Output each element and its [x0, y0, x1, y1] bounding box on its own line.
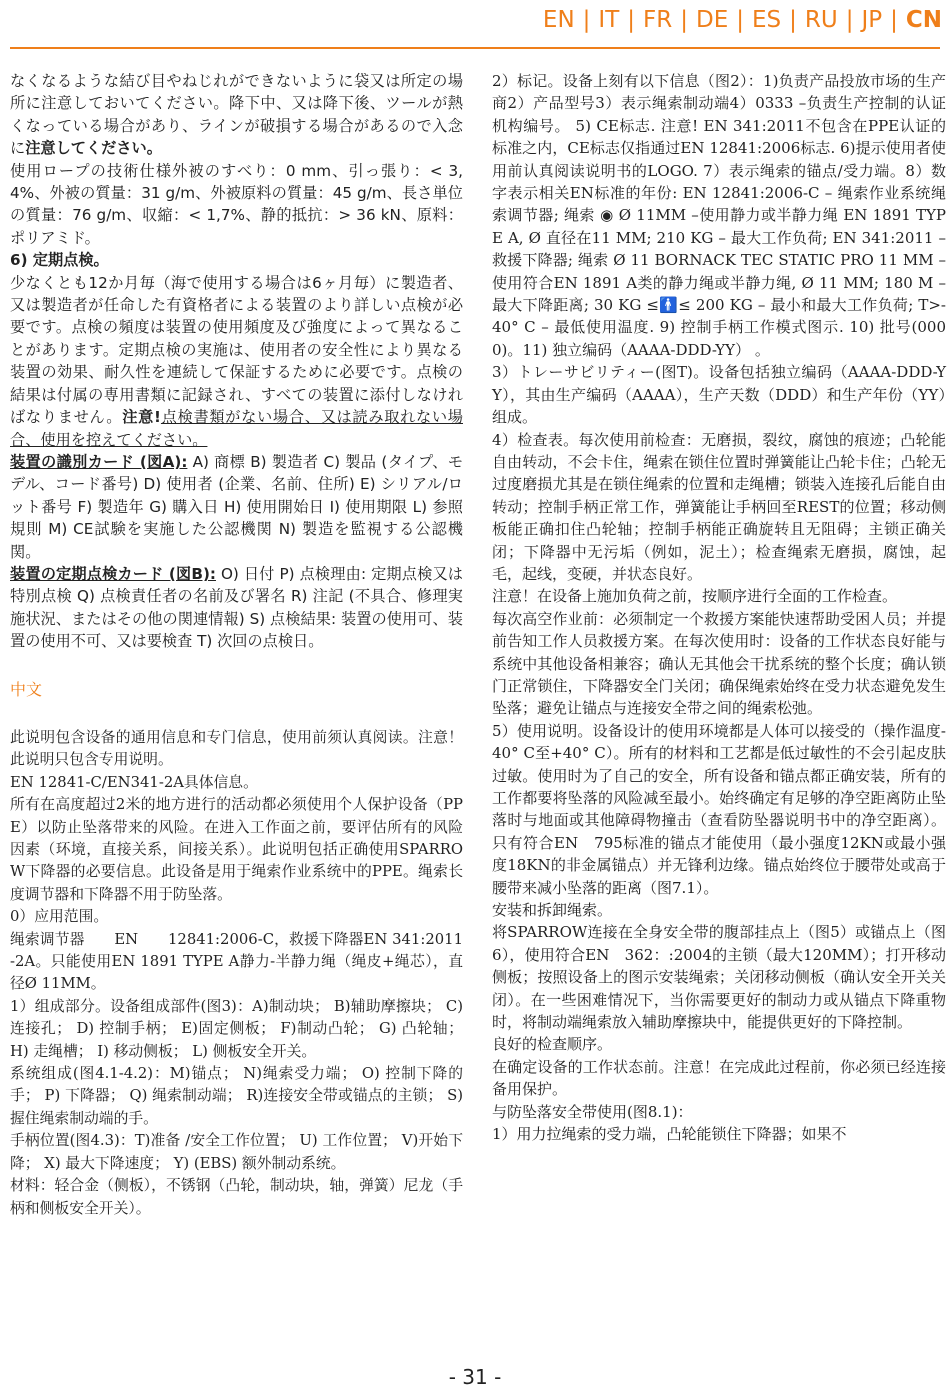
lang-separator: |: [582, 7, 591, 33]
language-selector: [543, 2, 942, 42]
zh-paragraph-install-heading: 安装和拆卸绳索。: [492, 901, 613, 920]
lang-ru[interactable]: RU: [804, 7, 838, 33]
lang-separator: |: [627, 7, 636, 33]
jp-id-card-title: 装置の識別カード (図A):: [10, 452, 188, 471]
lang-separator: |: [890, 7, 898, 33]
lang-separator: |: [789, 7, 797, 33]
lang-fr[interactable]: FR: [643, 7, 673, 33]
zh-paragraph: 1）组成部分。设备组成部件(图3)：A)制动块； B)辅助摩擦块； C)连接孔； D) 控制手柄； E)固定侧板； F)制动凸轮； G) 凸轮轴； H) 走绳槽； I) 移动侧板； L) 侧板安全开关。: [10, 997, 463, 1060]
left-column: [10, 70, 463, 1220]
jp-paragraph-care: [10, 70, 463, 160]
jp-emphasis: 注意してください。: [25, 139, 162, 158]
zh-paragraph-traceability: 3）トレーサビリティー(图T)。设备包括独立编码（AAAA-DDD-YY），其由生产编码（AAAA），生产天数（DDD）和生产年份（YY）组成。: [492, 363, 946, 427]
zh-paragraph-warning: 注意！在设备上施加负荷之前，按顺序进行全面的工作检查。: [492, 587, 898, 606]
jp-text: O) 日付 P) 点検理由: 定期点検又は特別点検 Q) 点検責任者の名前及び署名 R) 注記 (不具合、修理実施状況、またはその他の関連情報) S) 点検結果: 装置の使用可、装置の使用不可、又は要検査 T) 次回の点検日。: [10, 564, 463, 651]
zh-paragraph: EN 12841-C/EN341-2A具体信息。: [10, 773, 258, 791]
zh-paragraph: 手柄位置(图4.3)：T)准备 /安全工作位置； U) 工作位置； V)开始下降； X) 最大下降速度； Y) (EBS) 额外制动系统。: [10, 1132, 463, 1172]
zh-paragraph-instructions: 5）使用说明。设备设计的使用环境都是人体可以接受的（操作温度-40° C至+40° C）。所有的材料和工艺都是低过敏性的不会引起皮肤过敏。使用时为了自己的安全，所有设备和锚点都正确安装，所有的工作都要将坠落的风险减至最小。始终确定有足够的净空距离防止坠落时与地面或其他障碍物撞击（查看防坠器说明书中的净空距离）。只有符合EN 795标准的锚点才能使用（最小强度12KN或最小强度18KN的非金属锚点）并无锋利边缘。锚点始终位于腰带处或高于腰带来减小坠落的距离（图7.1）。: [492, 721, 946, 897]
jp-paragraph-rope-specs: 使用ロープの技術仕様外被のすべり：0 mm、引っ張り：< 3,4%、外被の質量：31 g/m、外被原料の質量：45 g/m、長さ単位の質量：76 g/m、収縮：< 1,7%、静的抵抗：> 36 kN、原料：ポリアミド。: [10, 161, 463, 247]
zh-paragraph: 此说明包含设备的通用信息和专门信息，使用前须认真阅读。注意！此说明只包含专用说明。: [10, 728, 463, 769]
lang-it[interactable]: IT: [598, 7, 620, 33]
jp-paragraph-id-card: [10, 451, 463, 563]
jp-text: なくなるような結び目やねじれができないように袋又は所定の場所に注意しておいてください。降下中、又は降下後、ツールが熱くなっている場合があり、ラインが破損する場合があるので入念に: [10, 72, 463, 158]
header-divider: [10, 47, 940, 49]
lang-cn[interactable]: CN: [905, 7, 942, 33]
jp-heading-periodic-inspection: 6) 定期点検。: [10, 251, 109, 270]
zh-paragraph-install: 将SPARROW连接在全身安全带的腹部挂点上（图5）或锚点上（图6），使用符合EN 362：:2004的主锁（最大120MM）；打开移动侧板；按照设备上的图示安装绳索；关闭移动侧板（确认安全开关关闭）。在一些困难情况下，当你需要更好的制动力或从锚点下降重物时，将制动端绳索放入辅助摩擦块中，能提供更好的下降控制。: [492, 923, 946, 1032]
zh-paragraph-rescue-plan: 每次高空作业前：必须制定一个救援方案能快速帮助受困人员；并提前告知工作人员救援方案。在每次使用时：设备的工作状态良好能与系统中其他设备相兼容；确认无其他会干扰系统的整个长度；确认锁门正常锁住，下降器安全门关闭；确保绳索始终在受力状态避免发生坠落；避免让锚点与连接安全带之间的绳索松弛。: [492, 609, 946, 718]
zh-paragraph: 所有在高度超过2米的地方进行的活动都必须使用个人保护设备（PPE）以防止坠落带来的风险。在进入工作面之前，要评估所有的风险因素（环境，直接关系，间接关系）。此说明包括正确使用SPARROW下降器的必要信息。此设备是用于绳索作业系统中的PPE。绳索长度调节器和下降器不用于防坠落。: [10, 796, 463, 903]
lang-de[interactable]: DE: [695, 7, 729, 33]
jp-underlined-text: 点検書類がない場合、又は読み取れない場合、使用を控えてください。: [10, 408, 463, 449]
right-column: [492, 70, 946, 1146]
jp-text: 少なくとも12か月毎（海で使用する場合は6ヶ月毎）に製造者、又は製造者が任命した有資格者による装置のより詳しい点検が必要です。点検の頻度は装置の使用頻度及び強度によって異なることがあります。定期点検の実施は、使用者の安全性により異なる装置の効果、耐久性を連続して保証するために必要です。点検の結果は付属の専用書類に記録され、すべての装置に添付しなければなりません。: [10, 273, 464, 427]
zh-paragraph: 0）应用范围。: [10, 908, 109, 926]
zh-paragraph-harness: 与防坠落安全带使用(图8.1)：: [492, 1102, 693, 1121]
lang-separator: |: [845, 7, 854, 33]
zh-paragraph-marking: 2）标记。设备上刻有以下信息（图2）：1)负责产品投放市场的生产商2）产品型号3）表示绳索制动端4）0333 –负责生产控制的认证机构编号。 5) CE标志. 注意! EN 341:2011不包含在PPE认证的标准之内，CE标志仅指通过EN 12841:2006标志. 6)提示使用者使用前认真阅读说明书的LOGO. 7）表示绳索的锚点/受力端。8）数字表示相关EN标准的年份: EN 12841:2006-C – 绳索作业系统绳索调节器; 绳索 ◉ Ø 11MM –使用静力或半静力绳 EN 1891 TYPE A, Ø 直径在11 MM; 210 KG – 最大工作负荷; EN 341:2011 – 救援下降器; 绳索 Ø 11 BORNACK TEC STATIC PRO 11 MM – 使用符合EN 1891 A类的静力绳或半静力绳, Ø 11 MM; 180 M – 最大下降距离; 30 KG ≤🚹≤ 200 KG – 最小和最大工作负荷; T>-40° C – 最低使用温度. 9) 控制手柄工作模式图示. 10) 批号(0000)。11) 独立编码（AAAA-DDD-YY） 。: [492, 72, 946, 359]
lang-es[interactable]: ES: [751, 7, 782, 33]
lang-jp[interactable]: JP: [861, 7, 883, 33]
page-number: - 31 -: [448, 1365, 502, 1389]
zh-paragraph-check-note: 在确定设备的工作状态前。注意！在完成此过程前，你必须已经连接备用保护。: [492, 1057, 946, 1099]
zh-paragraph: 系统组成(图4.1-4.2)：M)锚点； N)绳索受力端； O) 控制下降的手； P) 下降器； Q) 绳索制动端； R)连接安全带或锚点的主锁； S) 握住绳索制动端的手。: [10, 1065, 463, 1127]
jp-text: A) 商標 B) 製造者 C) 製品 (タイプ、モデル、コード番号) D) 使用者 (企業、名前、住所) E) シリアル/ロット番号 F) 製造年 G) 購入日 H) 使用開始日 I) 使用期限 L) 参照規則 M) CE試験を実施した公認機関 N) 製造を監視する公認機関。: [10, 452, 464, 561]
zh-paragraph: 材料：轻合金（侧板），不锈钢（凸轮，制动块，轴，弹簧）尼龙（手柄和侧板安全开关）。: [10, 1177, 463, 1217]
chinese-section-heading: 中文: [10, 679, 43, 699]
jp-inspection-card-title: 装置の定期点検カード (図B):: [10, 564, 216, 583]
lang-separator: |: [680, 7, 688, 33]
zh-paragraph-step1: 1）用力拉绳索的受力端，凸轮能锁住下降器；如果不: [492, 1125, 847, 1144]
zh-paragraph-check-order: 良好的检查顺序。: [492, 1035, 613, 1054]
jp-paragraph-inspection: [10, 272, 463, 451]
lang-en[interactable]: EN: [542, 7, 575, 33]
jp-warning: 注意!: [122, 408, 161, 427]
zh-paragraph-checklist: 4）检查表。每次使用前检查：无磨损，裂纹，腐蚀的痕迹；凸轮能自由转动，不会卡住，绳索在锁住位置时弹簧能让凸轮卡住；凸轮无过度磨损尤其是在锁住绳索的位置和走绳槽；锁装入连接孔后能自由转动；控制手柄正常工作，弹簧能让手柄回至REST的位置；移动侧板能正确扣住凸轮轴；控制手柄能正确旋转且无阻碍；主锁正确关闭；下降器中无污垢（例如，泥土）；检查绳索无磨损，腐蚀，起毛，起线，变硬，并状态良好。: [492, 430, 946, 583]
zh-paragraph: 绳索调节器 EN 12841:2006-C，救援下降器EN 341:2011-2A。只能使用EN 1891 TYPE A静力-半静力绳（绳皮+绳芯），直径Ø 11MM。: [10, 930, 463, 993]
lang-separator: |: [736, 7, 744, 33]
jp-paragraph-inspection-card: [10, 563, 463, 653]
